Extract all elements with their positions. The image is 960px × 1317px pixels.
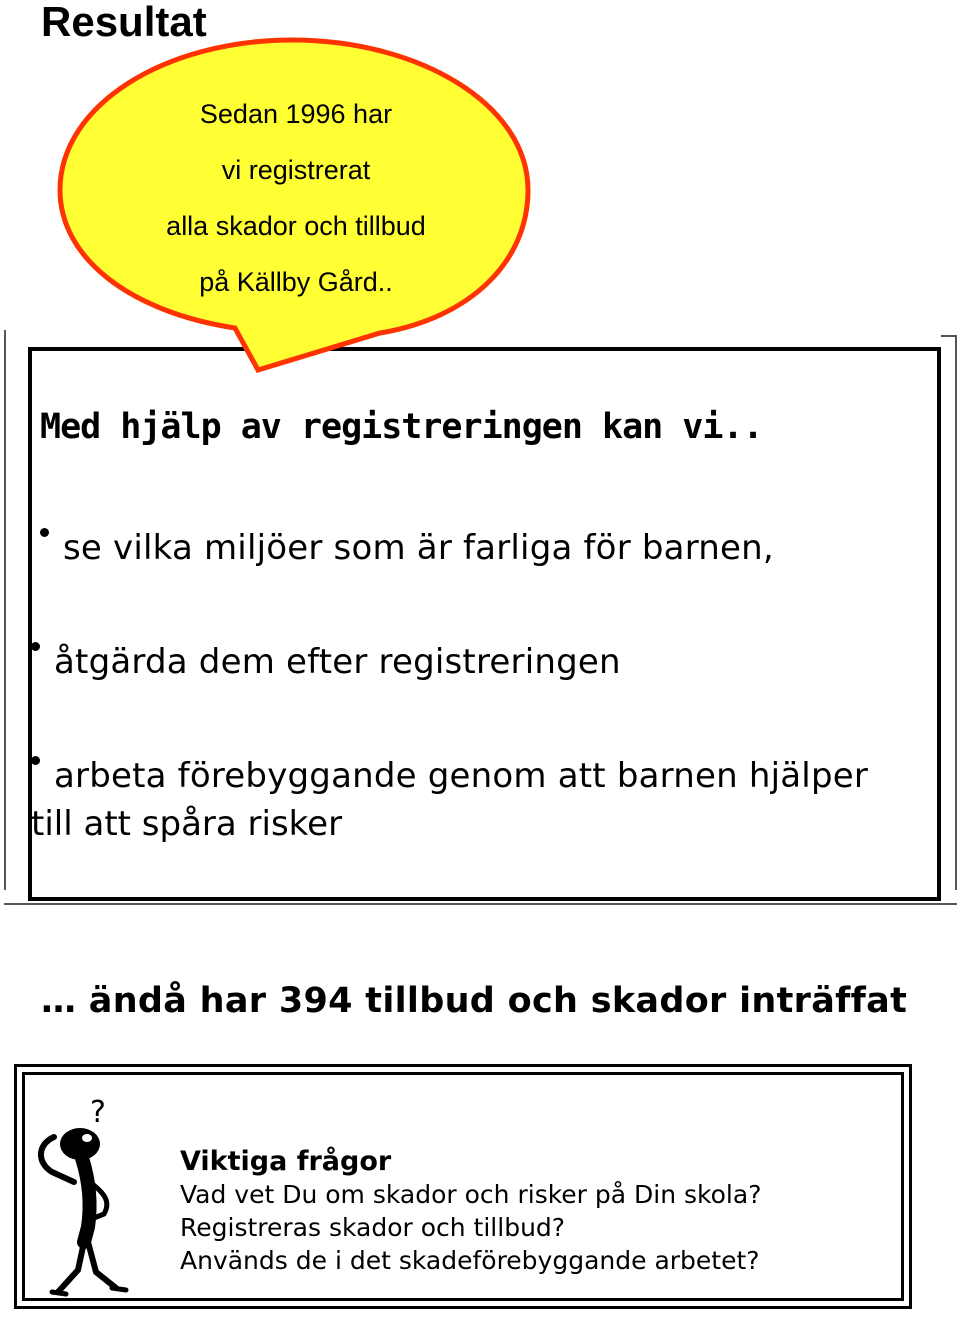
bullet-dot-icon [31,756,40,765]
bubble-line: alla skador och tillbud [166,211,426,241]
thinking-stick-figure-icon [32,1092,142,1302]
questions-title: Viktiga frågor [180,1146,392,1177]
bullet-text: se vilka miljöer som är farliga för barnen, [63,528,774,568]
bullet-item [31,638,621,686]
outro-statement: … ändå har 394 tillbud och skador inträffat [41,981,908,1021]
bullet-item [40,524,774,572]
bullet-dot-icon [40,528,49,537]
bullet-text: arbeta förebyggande genom att barnen hjälper [54,756,869,796]
page-title: Resultat [41,0,207,45]
question-item: Används de i det skadeförebyggande arbetet? [180,1246,760,1275]
question-mark: ? [90,1095,106,1130]
bubble-line: på Källby Gård.. [199,267,393,297]
bullet-continuation: till att spåra risker [31,804,343,844]
bullet-dot-icon [31,642,40,651]
intro-heading: Med hjälp av registreringen kan vi.. [40,407,763,447]
bullet-text: åtgärda dem efter registreringen [54,642,621,682]
question-item: Vad vet Du om skador och risker på Din skola? [180,1180,762,1209]
speech-bubble-text [111,86,481,310]
question-item: Registreras skador och tillbud? [180,1213,566,1242]
questions-text [180,1145,761,1277]
bubble-line: Sedan 1996 har [199,99,393,129]
bullet-item [31,752,868,800]
frame-left-edge [4,330,28,890]
frame-right-edge [941,335,957,890]
bubble-line: vi registrerat [221,155,371,185]
